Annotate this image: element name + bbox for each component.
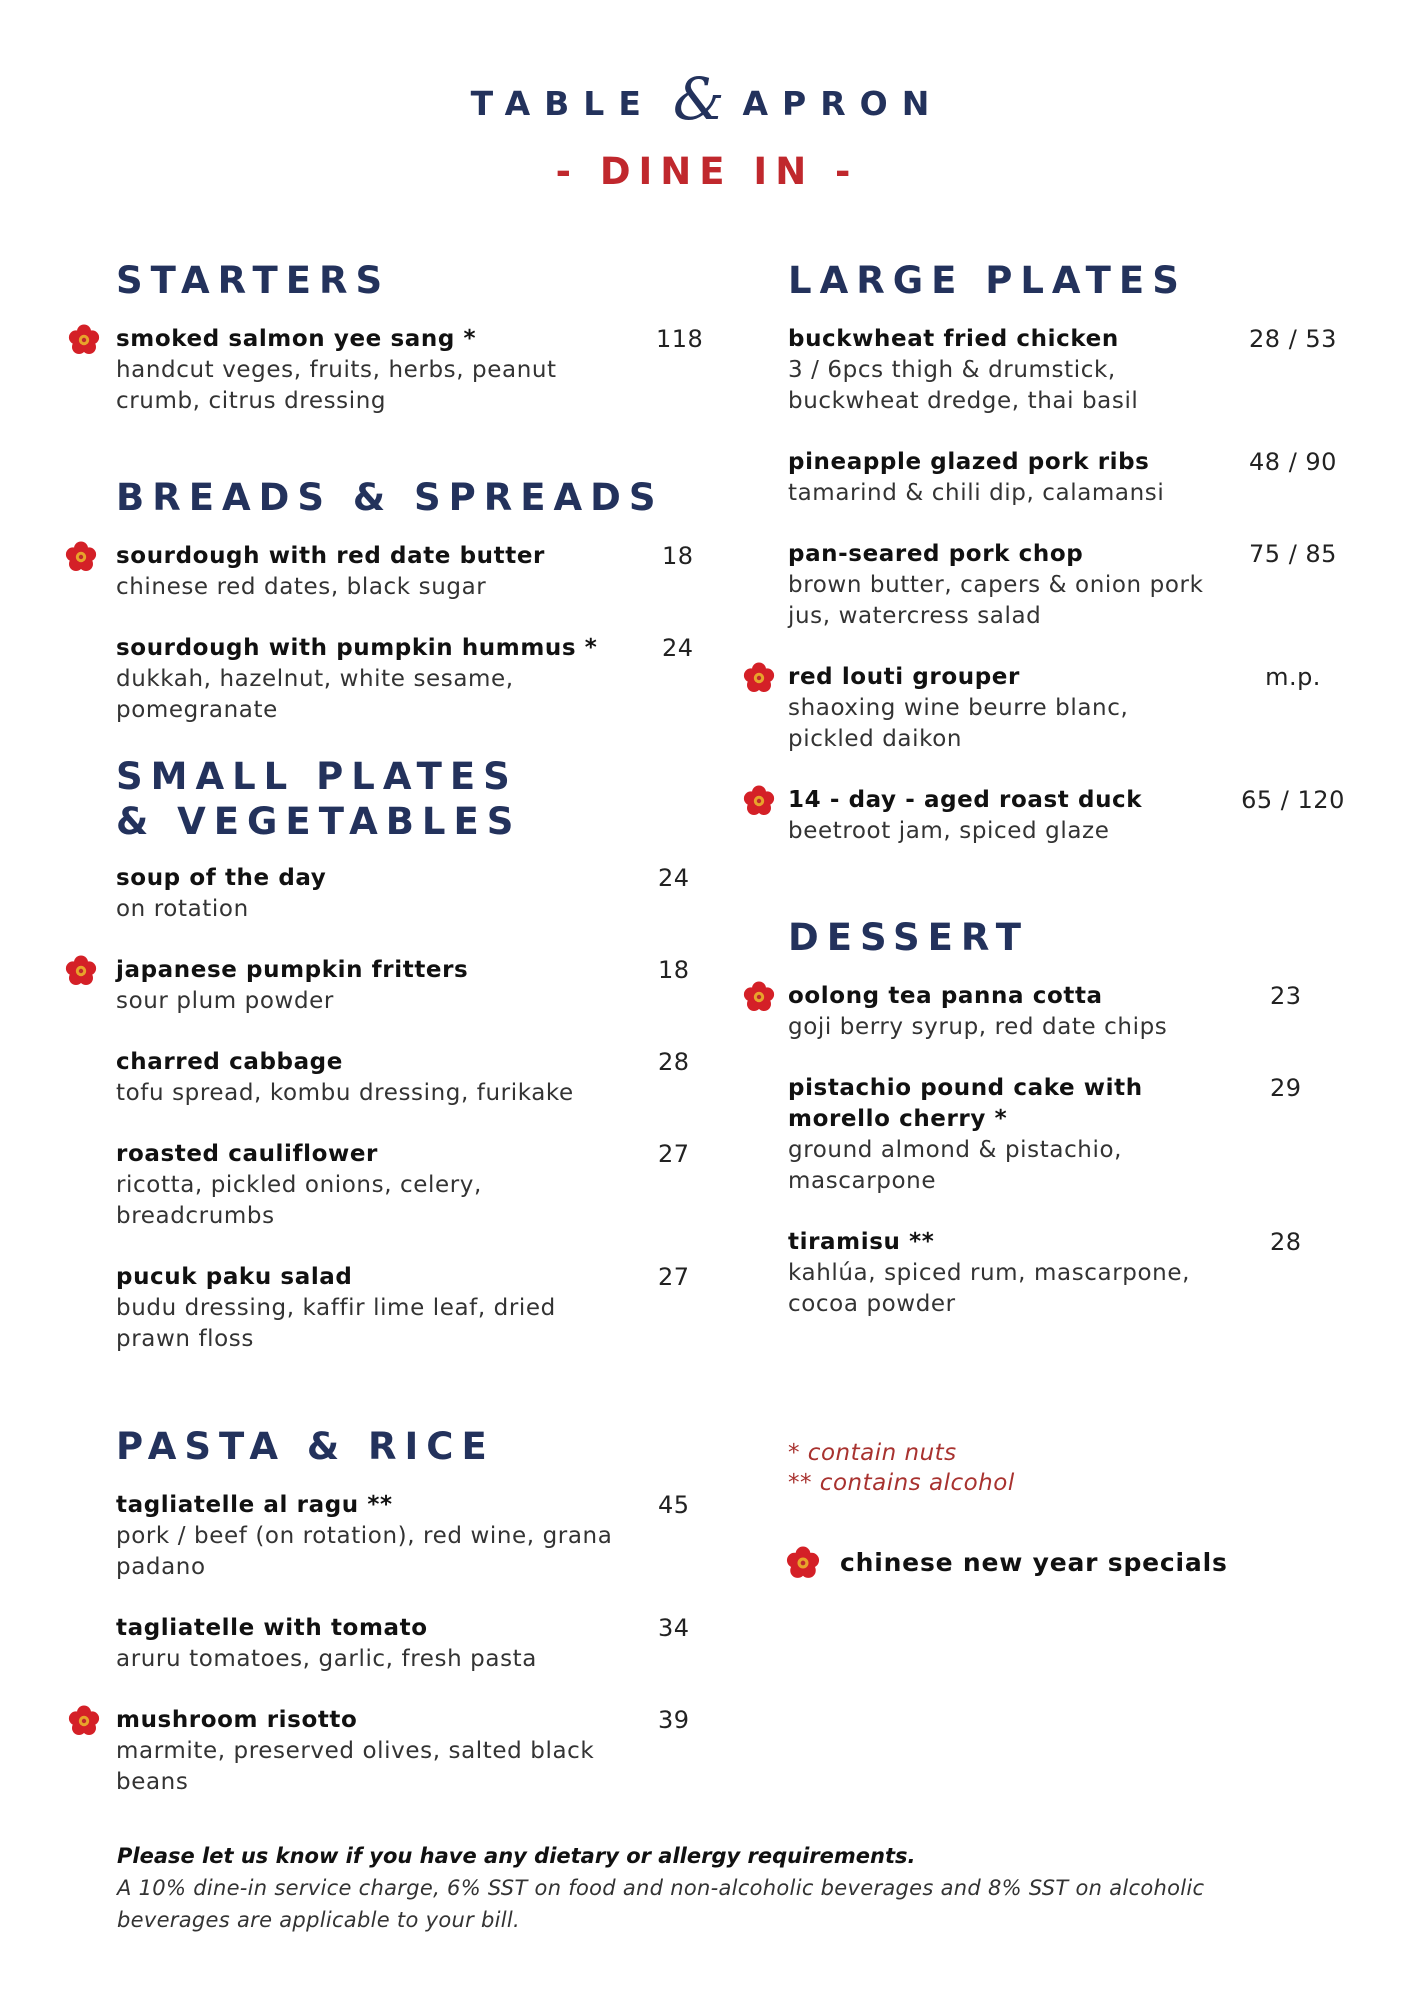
menu-item-price: 23 [1270, 982, 1302, 1010]
section-title-starters: STARTERS [116, 259, 391, 302]
menu-item-name: pineapple glazed pork ribs [788, 449, 1150, 475]
menu-item [788, 981, 1348, 1043]
menu-item [788, 785, 1348, 847]
menu-item [788, 324, 1348, 417]
menu-item-price: 48 / 90 [1249, 448, 1337, 476]
menu-item-name: red louti grouper [788, 664, 1020, 690]
menu-item-name: charred cabbage [116, 1049, 343, 1075]
note-alcohol: ** contains alcohol [788, 1470, 1015, 1496]
menu-item [116, 863, 696, 925]
service-charge-notice: A 10% dine-in service charge, 6% SST on food and non-alcoholic beverages and 8% SST on alcoholic beverages are applicable to your bill. [117, 1876, 1205, 1932]
left-column [116, 258, 704, 1798]
menu-item-price: 27 [658, 1263, 690, 1291]
menu-item-price: 28 [658, 1048, 690, 1076]
legend-label: chinese new year specials [840, 1548, 1228, 1577]
menu-item-description: marmite, preserved olives, salted black beans [116, 1738, 595, 1795]
menu-item-name: sourdough with red date butter [116, 543, 545, 569]
dietary-notice: Please let us know if you have any dietary or allergy requirements. [117, 1844, 916, 1868]
menu-item-name: 14 - day - aged roast duck [788, 787, 1143, 813]
section-title-small-line2: & VEGETABLES [116, 800, 522, 843]
menu-item-description: kahlúa, spiced rum, mascarpone, cocoa powder [788, 1260, 1190, 1317]
section-title-breads: BREADS & SPREADS [116, 476, 664, 519]
menu-item [116, 1705, 696, 1798]
menu-item-description: on rotation [116, 896, 249, 922]
menu-item-name: soup of the day [116, 865, 327, 891]
menu-item-description: tofu spread, kombu dressing, furikake [116, 1080, 574, 1106]
menu-item-description: budu dressing, kaffir lime leaf, dried prawn floss [116, 1295, 556, 1352]
note-nuts: * contain nuts [788, 1440, 957, 1466]
section-title-small-line1: SMALL PLATES [116, 755, 518, 798]
menu-item-name: buckwheat fried chicken [788, 326, 1119, 352]
menu-item-price: 45 [658, 1491, 690, 1519]
brand-name-left: TABLE [470, 83, 655, 123]
menu-item [788, 539, 1348, 632]
brand-ampersand: & [672, 65, 725, 133]
menu-item-description: ground almond & pistachio, mascarpone [788, 1137, 1123, 1194]
menu-item-description: chinese red dates, black sugar [116, 574, 487, 600]
menu-item-name: japanese pumpkin fritters [116, 957, 469, 983]
brand-logo [0, 65, 1414, 133]
menu-item-price: 27 [658, 1140, 690, 1168]
menu-item-price: 75 / 85 [1249, 540, 1337, 568]
menu-item [116, 541, 696, 603]
menu-item-price: 34 [658, 1614, 690, 1642]
menu-item-name: tiramisu ** [788, 1229, 935, 1255]
menu-item [116, 1490, 696, 1583]
menu-item-description: beetroot jam, spiced glaze [788, 818, 1110, 844]
menu-item-name: smoked salmon yee sang * [116, 326, 477, 352]
menu-item-price: 39 [658, 1706, 690, 1734]
plum-blossom-icon [65, 541, 97, 573]
menu-subtitle: - DINE IN - [555, 150, 859, 193]
plum-blossom-icon [65, 955, 97, 987]
menu-item-description: brown butter, capers & onion pork jus, watercress salad [788, 572, 1204, 629]
menu-item-description: tamarind & chili dip, calamansi [788, 480, 1165, 506]
allergen-notes [788, 1438, 1348, 1498]
menu-item-name: roasted cauliflower [116, 1141, 378, 1167]
menu-item-name: pan-seared pork chop [788, 541, 1084, 567]
menu-item-description: shaoxing wine beurre blanc, pickled daikon [788, 695, 1129, 752]
menu-header [0, 65, 1414, 193]
menu-item-name: sourdough with pumpkin hummus * [116, 635, 598, 661]
menu-item-description: sour plum powder [116, 988, 334, 1014]
menu-item-price: 24 [658, 864, 690, 892]
menu-item-description: handcut veges, fruits, herbs, peanut crumb, citrus dressing [116, 357, 557, 414]
legend [788, 1546, 1348, 1580]
menu-item-description: pork / beef (on rotation), red wine, grana padano [116, 1523, 613, 1580]
plum-blossom-icon [743, 785, 775, 817]
menu-item-price: 24 [662, 634, 694, 662]
menu-item-description: goji berry syrup, red date chips [788, 1014, 1168, 1040]
menu-item-name: mushroom risotto [116, 1707, 358, 1733]
section-title-pasta: PASTA & RICE [116, 1425, 495, 1468]
section-title-large-plates: LARGE PLATES [788, 259, 1187, 302]
menu-item-description: 3 / 6pcs thigh & drumstick, buckwheat dredge, thai basil [788, 357, 1139, 414]
menu-item-description: dukkah, hazelnut, white sesame, pomegranate [116, 666, 514, 723]
menu-item-price: 118 [656, 325, 704, 353]
menu-item [116, 1613, 696, 1675]
menu-item-name: tagliatelle al ragu ** [116, 1492, 393, 1518]
menu-item-price: 28 / 53 [1249, 325, 1337, 353]
menu-item [116, 633, 696, 726]
plum-blossom-icon [68, 324, 100, 356]
menu-item-description: ricotta, pickled onions, celery, breadcrumbs [116, 1172, 482, 1229]
section-title-small-plates [116, 754, 696, 844]
plum-blossom-icon [68, 1705, 100, 1737]
menu-item-description: aruru tomatoes, garlic, fresh pasta [116, 1646, 537, 1672]
menu-item [788, 447, 1348, 509]
plum-blossom-icon [743, 662, 775, 694]
menu-item [116, 955, 696, 1017]
menu-item [788, 662, 1348, 755]
section-title-dessert: DESSERT [788, 916, 1029, 959]
menu-item-price: 29 [1270, 1074, 1302, 1102]
menu-item-name: oolong tea panna cotta [788, 983, 1103, 1009]
menu-item-price: 65 / 120 [1241, 786, 1345, 814]
menu-item-price: 28 [1270, 1228, 1302, 1256]
menu-item [788, 1227, 1348, 1320]
brand-name-right: APRON [742, 83, 944, 123]
menu-item [116, 1262, 696, 1355]
menu-item-price: 18 [662, 542, 694, 570]
right-column [788, 258, 1348, 1580]
plum-blossom-icon [786, 1546, 820, 1580]
menu-item [788, 1073, 1348, 1197]
menu-item-name: tagliatelle with tomato [116, 1615, 428, 1641]
plum-blossom-icon [743, 981, 775, 1013]
menu-item [116, 324, 704, 417]
menu-item-name: pistachio pound cake with morello cherry * [788, 1075, 1143, 1132]
menu-item [116, 1047, 696, 1109]
menu-item-price: 18 [658, 956, 690, 984]
menu-item [116, 1139, 696, 1232]
footer [117, 1840, 1267, 1936]
menu-item-name: pucuk paku salad [116, 1264, 353, 1290]
menu-item-price: m.p. [1265, 663, 1321, 691]
